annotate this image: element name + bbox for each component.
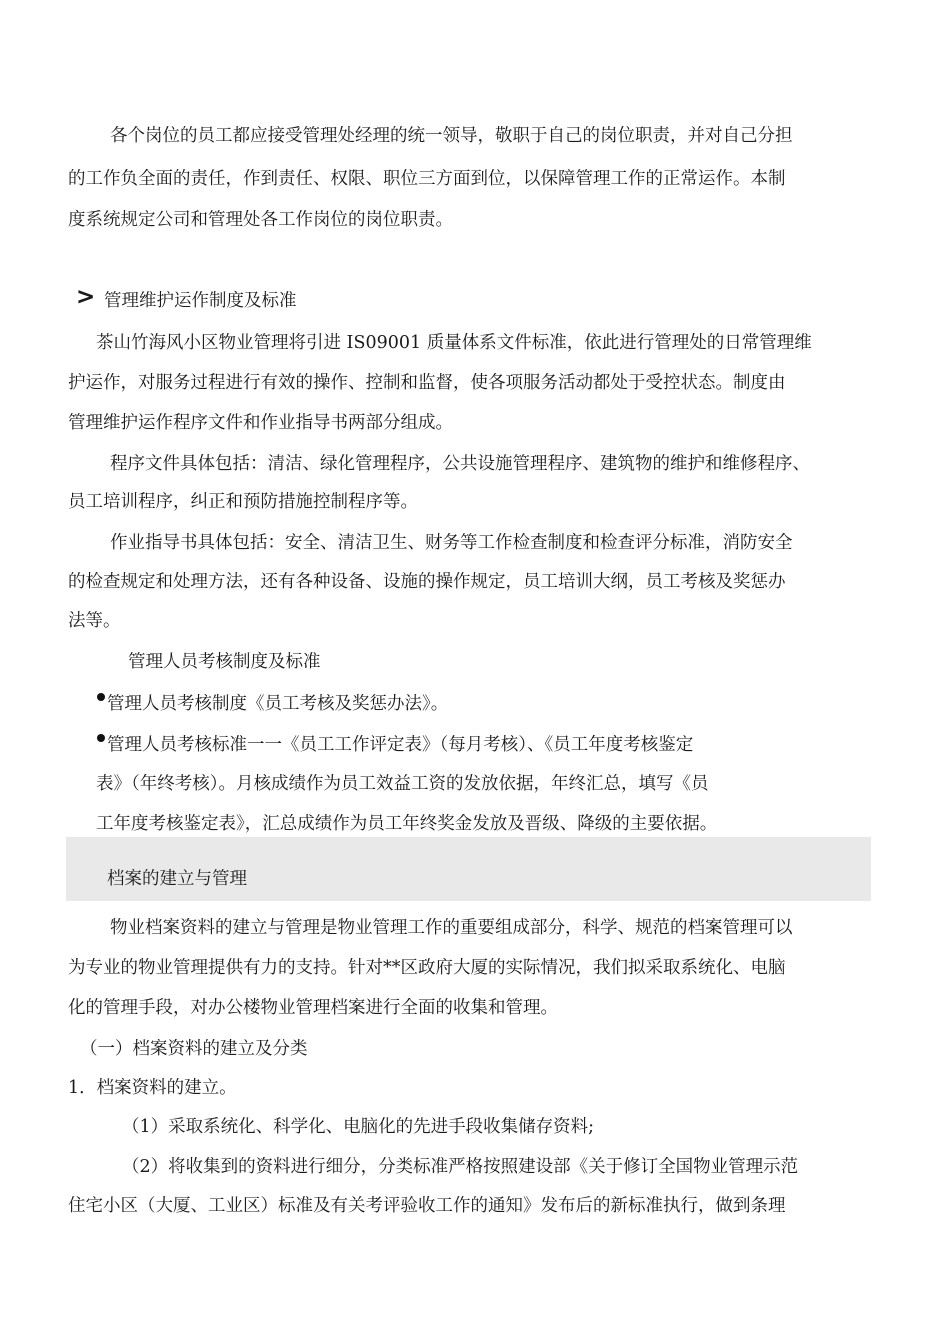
- intro-line-1: 各个岗位的员工都应接受管理处经理的统一领导，敬职于自己的岗位职责，并对自己分担: [110, 126, 793, 146]
- assessment-bullet-1: 管理人员考核制度《员工考核及奖惩办法》。: [107, 694, 449, 714]
- operation-p2-line-1: 程序文件具体包括：清洁、绿化管理程序，公共设施管理程序、建筑物的维护和维修程序、: [110, 454, 810, 474]
- bullet-dot-icon: [97, 734, 105, 742]
- assessment-bullet-2-line-2: 表》（年终考核）。月核成绩作为员工效益工资的发放依据，年终汇总，填写《员: [96, 774, 709, 794]
- section-assessment-title: 管理人员考核制度及标准: [128, 652, 321, 672]
- intro-line-3: 度系统规定公司和管理处各工作岗位的岗位职责。: [68, 210, 453, 230]
- operation-p1-line-3: 管理维护运作程序文件和作业指导书两部分组成。: [68, 413, 453, 433]
- archives-item-1-1: （1）采取系统化、科学化、电脑化的先进手段收集储存资料;: [122, 1117, 595, 1137]
- archives-p1-line-3: 化的管理手段，对办公楼物业管理档案进行全面的收集和管理。: [68, 998, 558, 1018]
- section-operation-title: 管理维护运作制度及标准: [104, 291, 297, 311]
- assessment-bullet-2-line-1: 管理人员考核标准一一《员工工作评定表》（每月考核）、《员工年度考核鉴定: [107, 735, 694, 755]
- operation-p1-line-2: 护运作，对服务过程进行有效的操作、控制和监督，使各项服务活动都处于受控状态。制度由: [68, 373, 786, 393]
- assessment-bullet-2-line-3: 工年度考核鉴定表》，汇总成绩作为员工年终奖金发放及晋级、降级的主要依据。: [96, 814, 718, 834]
- operation-p3-line-1: 作业指导书具体包括：安全、清洁卫生、财务等工作检查制度和检查评分标准，消防安全: [110, 533, 793, 553]
- section-arrow-marker: >: [76, 284, 96, 310]
- operation-p1-line-1: 茶山竹海风小区物业管理将引进 IS09001 质量体系文件标准，依此进行管理处的日常管理维: [96, 333, 812, 353]
- intro-line-2: 的工作负全面的责任，作到责任、权限、职位三方面到位，以保障管理工作的正常运作。本制: [68, 169, 786, 189]
- archives-item-1-2-line-1: （2）将收集到的资料进行细分，分类标准严格按照建设部《关于修订全国物业管理示范: [122, 1157, 799, 1177]
- operation-p2-line-2: 员工培训程序，纠正和预防措施控制程序等。: [68, 492, 418, 512]
- bullet-dot-icon: [97, 693, 105, 701]
- operation-p3-line-3: 法等。: [68, 611, 121, 631]
- archives-item-1-2-line-2: 住宅小区（大厦、工业区）标准及有关考评验收工作的通知》发布后的新标准执行，做到条理: [68, 1196, 786, 1216]
- section-archives-title: 档案的建立与管理: [107, 869, 247, 889]
- operation-p3-line-2: 的检查规定和处理方法，还有各种设备、设施的操作规定，员工培训大纲，员工考核及奖惩办: [68, 572, 786, 592]
- archives-p1-line-2: 为专业的物业管理提供有力的支持。针对**区政府大厦的实际情况，我们拟采取系统化、电脑: [68, 958, 786, 978]
- archives-item-1: 1．档案资料的建立。: [68, 1078, 237, 1098]
- archives-p1-line-1: 物业档案资料的建立与管理是物业管理工作的重要组成部分，科学、规范的档案管理可以: [110, 918, 793, 938]
- archives-subheading-1: （一）档案资料的建立及分类: [80, 1039, 308, 1059]
